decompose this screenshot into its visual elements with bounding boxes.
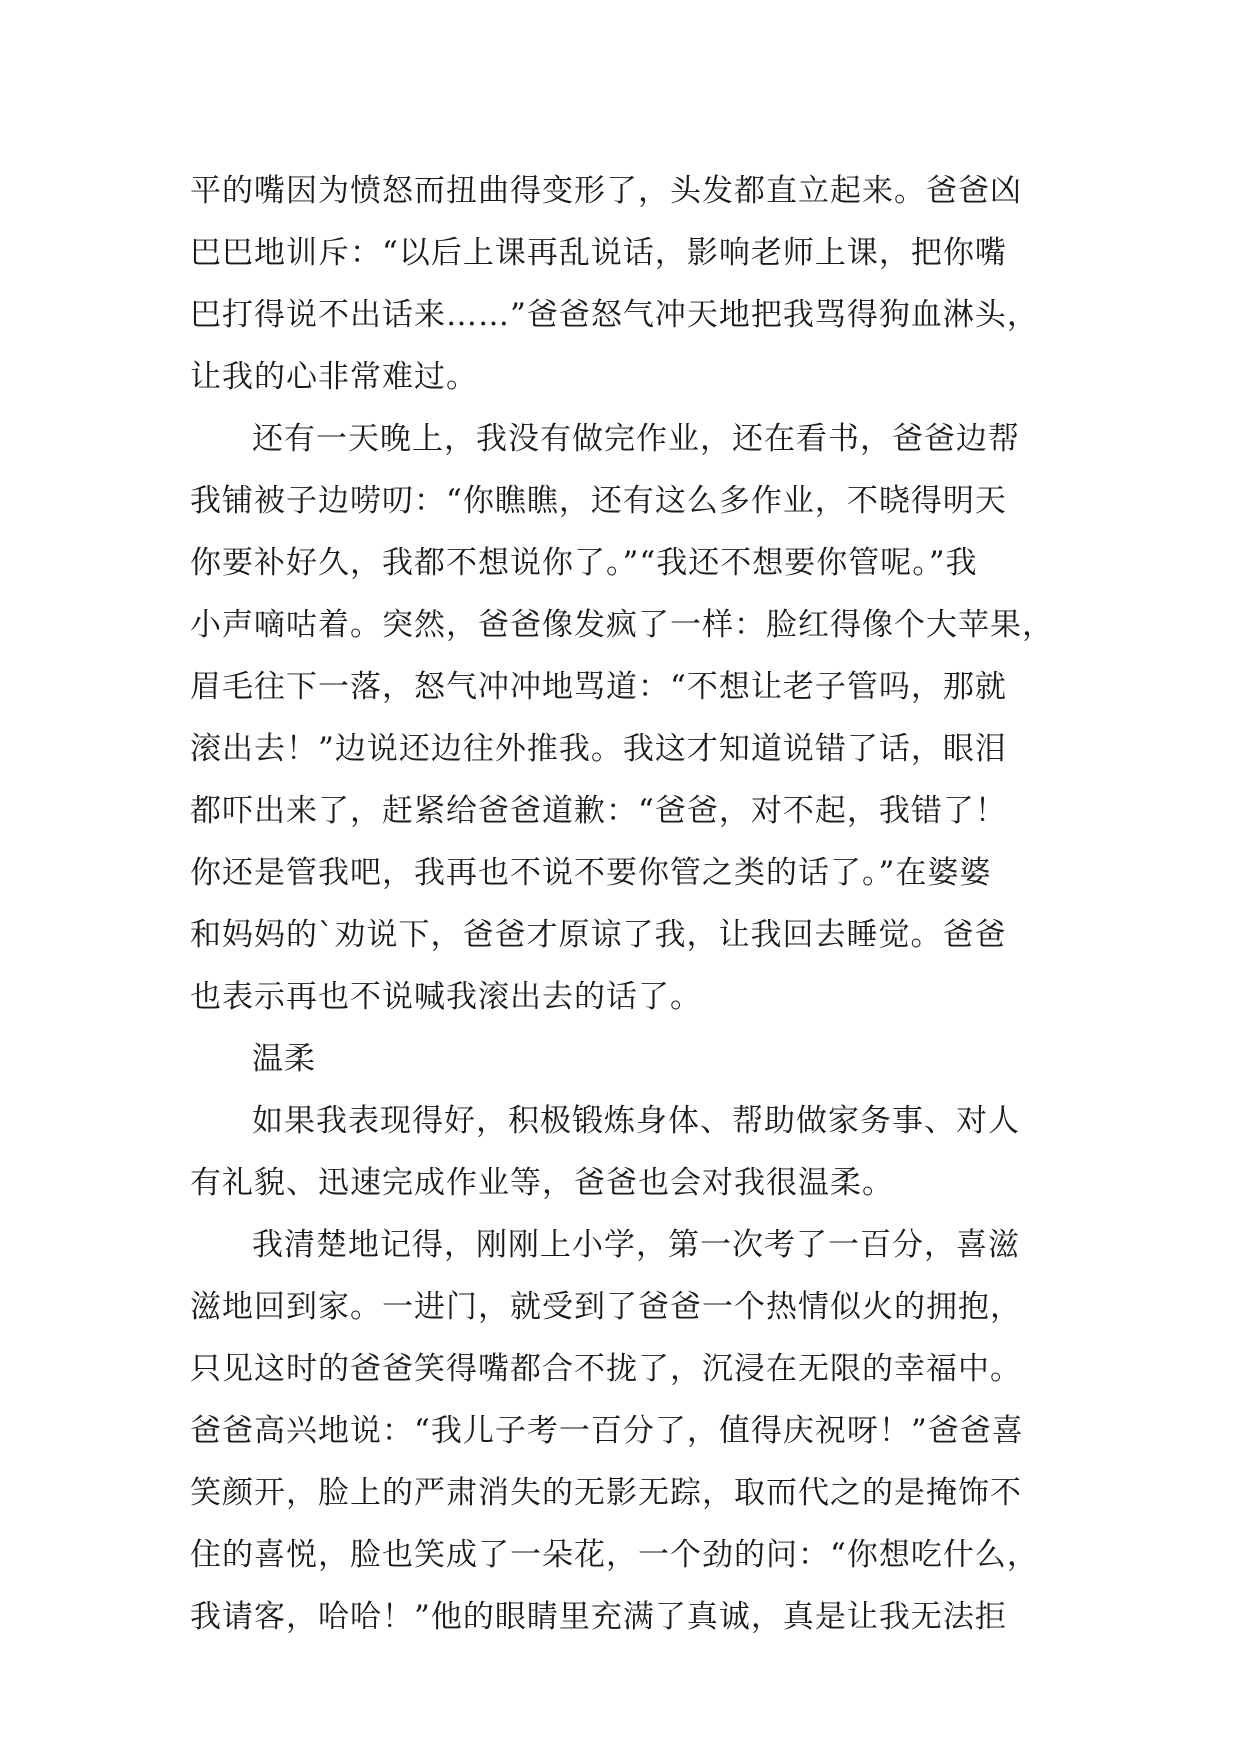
text-line: 只见这时的爸爸笑得嘴都合不拢了，沉浸在无限的幸福中。 bbox=[190, 1351, 1022, 1387]
text-line: 我铺被子边唠叨：“你瞧瞧，还有这么多作业，不晓得明天 bbox=[190, 483, 1007, 519]
paragraph-start-line: 还有一天晚上，我没有做完作业，还在看书，爸爸边帮 bbox=[252, 421, 1020, 457]
text-line: 让我的心非常难过。 bbox=[190, 359, 478, 395]
text-line: 滋地回到家。一进门，就受到了爸爸一个热情似火的拥抱， bbox=[190, 1289, 1022, 1325]
text-line: 和妈妈的`劝说下，爸爸才原谅了我，让我回去睡觉。爸爸 bbox=[190, 917, 1007, 953]
text-line: 巴巴地训斥：“以后上课再乱说话，影响老师上课，把你嘴 bbox=[190, 235, 1007, 271]
text-line: 也表示再也不说喊我滚出去的话了。 bbox=[190, 979, 702, 1015]
paragraph-start-line: 如果我表现得好，积极锻炼身体、帮助做家务事、对人 bbox=[252, 1103, 1020, 1139]
text-line: 滚出去！”边说还边往外推我。我这才知道说错了话，眼泪 bbox=[190, 731, 1007, 767]
document-text-body bbox=[190, 160, 1090, 1648]
paragraph-start-line: 我清楚地记得，刚刚上小学，第一次考了一百分，喜滋 bbox=[252, 1227, 1020, 1263]
text-line: 笑颜开，脸上的严肃消失的无影无踪，取而代之的是掩饰不 bbox=[190, 1475, 1022, 1511]
text-line: 小声嘀咕着。突然，爸爸像发疯了一样：脸红得像个大苹果， bbox=[190, 607, 1054, 643]
text-line: 眉毛往下一落，怒气冲冲地骂道：“不想让老子管吗，那就 bbox=[190, 669, 1007, 705]
text-line: 你要补好久，我都不想说你了。”“我还不想要你管呢。”我 bbox=[190, 545, 978, 581]
text-line: 平的嘴因为愤怒而扭曲得变形了，头发都直立起来。爸爸凶 bbox=[190, 173, 1022, 209]
text-line: 住的喜悦，脸也笑成了一朵花，一个劲的问：“你想吃什么， bbox=[190, 1537, 1039, 1573]
text-line: 我请客，哈哈！”他的眼睛里充满了真诚，真是让我无法拒 bbox=[190, 1599, 1007, 1635]
text-line: 巴打得说不出话来……”爸爸怒气冲天地把我骂得狗血淋头， bbox=[190, 297, 1039, 333]
text-line: 有礼貌、迅速完成作业等，爸爸也会对我很温柔。 bbox=[190, 1165, 894, 1201]
text-line: 都吓出来了，赶紧给爸爸道歉：“爸爸，对不起，我错了！ bbox=[190, 793, 1007, 829]
text-line: 爸爸高兴地说：“我儿子考一百分了，值得庆祝呀！”爸爸喜 bbox=[190, 1413, 1024, 1449]
text-line: 你还是管我吧，我再也不说不要你管之类的话了。”在婆婆 bbox=[190, 855, 992, 891]
section-heading: 温柔 bbox=[252, 1041, 316, 1077]
